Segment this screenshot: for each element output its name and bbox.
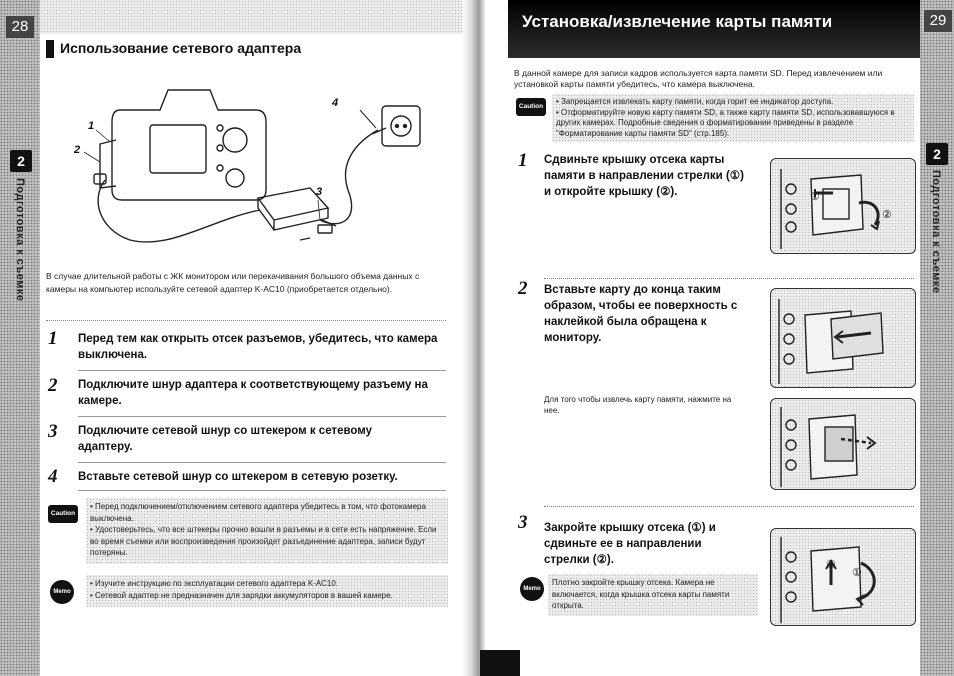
gutter-shadow	[480, 650, 520, 676]
illus-marker-2-step3: ②	[826, 559, 836, 571]
rule-step-2-left	[78, 416, 446, 417]
memo-line-1-left: • Изучите инструкцию по эксплуатации сетевого адаптера K-AC10.	[90, 579, 339, 588]
remove-card-note: Для того чтобы извлечь карту памяти, нажмите на нее.	[544, 395, 732, 415]
step-number-3-left: 3	[48, 421, 58, 442]
adapter-diagram	[60, 70, 440, 270]
rule-step-1-left	[78, 370, 446, 371]
rule-intro-left	[46, 320, 446, 321]
chapter-tab-left: 2	[10, 150, 32, 172]
header-title-right: Установка/извлечение карты памяти	[522, 12, 833, 31]
memo-text-right: Плотно закройте крышку отсека. Камера не включается, когда крышка отсека карты памяти открыта.	[552, 578, 730, 610]
step-number-2-right: 2	[518, 278, 528, 299]
illustration-remove-card	[770, 398, 916, 490]
callout-2: 2	[74, 144, 81, 156]
rule-step-1-right	[544, 278, 914, 279]
page-number-left: 28	[6, 16, 34, 38]
chapter-tab-right: 2	[926, 143, 948, 165]
illus-marker-1-step3: ①	[852, 567, 862, 579]
caution-line-1-right: • Запрещается извлекать карту памяти, когда горит ее индикатор доступа.	[556, 97, 834, 106]
caution-icon-right: Caution	[516, 98, 546, 116]
caution-box-left	[86, 498, 448, 564]
caution-line-2-left: • Удостоверьтесь, что все штекеры прочно вошли в разъемы и в сети есть напряжение. Если во время съемки или воспроизведения произойдет разъединение адаптера, записи будут потеряны.	[90, 525, 437, 557]
step-text-3-right: Закройте крышку отсека (①) и сдвиньте ее в направлении стрелки (②).	[544, 522, 716, 566]
page-gutter	[462, 0, 486, 676]
step-number-4-left: 4	[48, 466, 58, 487]
section-marker	[46, 40, 54, 58]
step-number-1-right: 1	[518, 150, 528, 171]
intro-left: В случае длительной работы с ЖК монитором или перекачивания большого объема данных с камеры на компьютер используйте сетевой адаптер K-AC10 (приобретается отдельно).	[46, 271, 420, 294]
step-number-2-left: 2	[48, 375, 58, 396]
memo-icon-right: Memo	[520, 577, 544, 601]
memo-line-2-left: • Сетевой адаптер не предназначен для зарядки аккумуляторов в вашей камере.	[90, 590, 393, 600]
illustration-insert-card	[770, 288, 916, 388]
step-text-1-left: Перед тем как открыть отсек разъемов, убедитесь, что камера выключена.	[78, 333, 438, 361]
step-number-3-right: 3	[518, 512, 528, 533]
illustration-close-cover	[770, 528, 916, 626]
step-text-2-right: Вставьте карту до конца таким образом, чтобы ее поверхность с наклейкой была обращена к монитору.	[544, 284, 738, 344]
rule-step-2-right	[544, 506, 914, 507]
rule-step-3-left	[78, 462, 446, 463]
caution-icon-left: Caution	[48, 505, 78, 523]
step-text-1-right: Сдвиньте крышку отсека карты памяти в направлении стрелки (①) и откройте крышку (②).	[544, 154, 744, 198]
left-margin-strip	[0, 0, 40, 676]
caution-line-1-left: • Перед подключением/отключением сетевого адаптера убедитесь в том, что фотокамера выключена.	[90, 502, 426, 523]
memo-box-left	[86, 575, 448, 607]
step-text-3-left: Подключите сетевой шнур со штекером к сетевому адаптеру.	[78, 425, 373, 453]
section-title-left: Использование сетевого адаптера	[60, 40, 302, 56]
step-text-4-left: Вставьте сетевой шнур со штекером в сетевую розетку.	[78, 471, 398, 483]
top-band-left	[40, 0, 465, 34]
rule-step-4-left	[78, 490, 446, 491]
memo-icon-left: Memo	[50, 580, 74, 604]
page-number-right: 29	[924, 10, 952, 32]
intro-right: В данной камере для записи кадров используется карта памяти SD. Перед извлечением или установкой карты памяти убедитесь, что камера выключена.	[514, 68, 883, 89]
illus-marker-1-step1: ①	[810, 191, 820, 203]
callout-1: 1	[88, 120, 95, 132]
illus-marker-2-step1: ②	[882, 209, 892, 221]
callout-4: 4	[332, 97, 339, 109]
caution-line-2-right: • Отформатируйте новую карту памяти SD, а также карту памяти SD, использовавшуюся в других камерах. Подробные сведения о форматировании приведены в разделе "Форматирование карты памяти SD" (стр.185).	[556, 107, 895, 138]
chapter-label-right: Подготовка к съемке	[930, 170, 942, 294]
callout-3: 3	[316, 186, 323, 198]
step-number-1-left: 1	[48, 328, 58, 349]
chapter-label-left: Подготовка к съемке	[14, 178, 26, 302]
caution-box-right	[552, 94, 914, 142]
memo-box-right	[548, 574, 758, 616]
step-text-2-left: Подключите шнур адаптера к соответствующему разъему на камере.	[78, 379, 428, 407]
right-margin-strip	[920, 0, 954, 676]
illustration-open-cover	[770, 158, 916, 254]
